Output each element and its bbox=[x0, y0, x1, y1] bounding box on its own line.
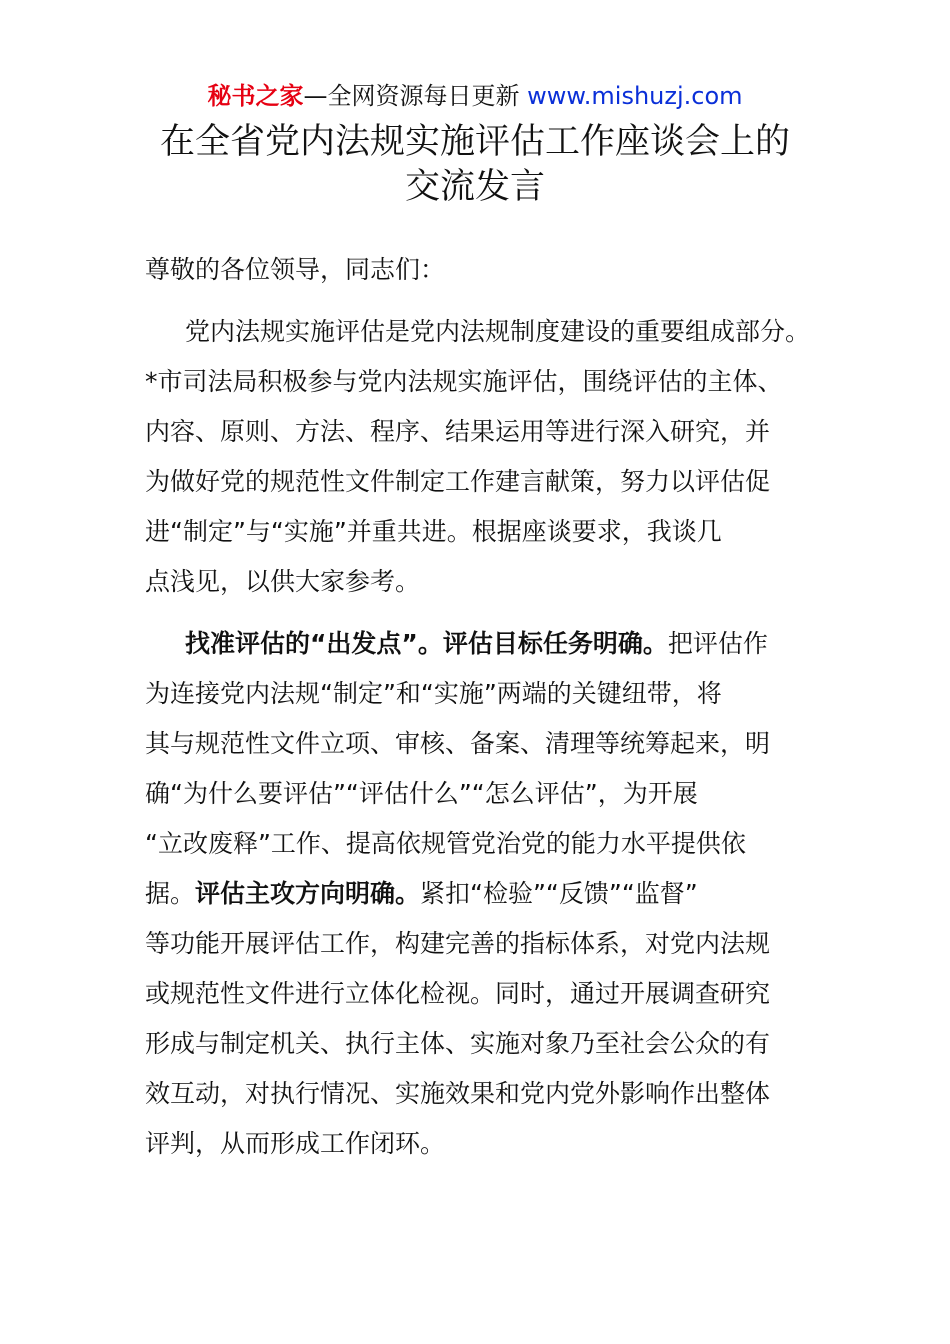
paragraph-line: 进“制定”与“实施”并重共进。根据座谈要求，我谈几 bbox=[145, 517, 722, 546]
paragraph-line bbox=[145, 619, 825, 669]
paragraph-line: 为连接党内法规“制定”和“实施”两端的关键纽带，将 bbox=[145, 679, 722, 708]
paragraph-line: 确“为什么要评估”“评估什么”“怎么评估”，为开展 bbox=[145, 779, 698, 808]
paragraph-line: 点浅见，以供大家参考。 bbox=[145, 567, 421, 596]
paragraph-line: 形成与制定机关、执行主体、实施对象乃至社会公众的有 bbox=[145, 1029, 771, 1058]
paragraph-line: *市司法局积极参与党内法规实施评估，围绕评估的主体、 bbox=[145, 367, 783, 396]
site-tagline: —全网资源每日更新 bbox=[303, 82, 528, 110]
paragraph-line: 效互动，对执行情况、实施效果和党内党外影响作出整体 bbox=[145, 1079, 771, 1108]
paragraph-line: 内容、原则、方法、程序、结果运用等进行深入研究，并 bbox=[145, 417, 771, 446]
title-line-2: 交流发言 bbox=[404, 167, 545, 207]
paragraph-line: 等功能开展评估工作，构建完善的指标体系，对党内法规 bbox=[145, 929, 771, 958]
document-body bbox=[145, 245, 825, 1169]
section-subheading: 评估主攻方向明确。 bbox=[195, 879, 421, 908]
paragraph-2 bbox=[145, 619, 825, 1169]
paragraph-line: 为做好党的规范性文件制定工作建言献策，努力以评估促 bbox=[145, 467, 771, 496]
paragraph-text: 把评估作 bbox=[667, 629, 768, 658]
paragraph-line: “立改废释”工作、提高依规管党治党的能力水平提供依 bbox=[145, 829, 746, 858]
title-line-1: 在全省党内法规实施评估工作座谈会上的 bbox=[159, 122, 790, 162]
salutation: 尊敬的各位领导，同志们： bbox=[145, 255, 446, 284]
section-heading: 找准评估的“出发点”。评估目标任务明确。 bbox=[185, 629, 668, 658]
paragraph-line: 或规范性文件进行立体化检视。同时，通过开展调查研究 bbox=[145, 979, 771, 1008]
site-header bbox=[0, 80, 950, 112]
site-url-link[interactable]: www.mishuzj.com bbox=[527, 82, 743, 110]
paragraph-line: 其与规范性文件立项、审核、备案、清理等统筹起来，明 bbox=[145, 729, 771, 758]
paragraph-line: 党内法规实施评估是党内法规制度建设的重要组成部分。 bbox=[185, 317, 811, 346]
paragraph-line bbox=[145, 869, 825, 919]
document-title bbox=[100, 120, 850, 210]
site-name: 秘书之家 bbox=[207, 82, 304, 110]
paragraph-text: 据。 bbox=[145, 879, 196, 908]
paragraph-1 bbox=[145, 307, 825, 607]
paragraph-text: 紧扣“检验”“反馈”“监督” bbox=[420, 879, 698, 908]
paragraph-line: 评判，从而形成工作闭环。 bbox=[145, 1129, 446, 1158]
